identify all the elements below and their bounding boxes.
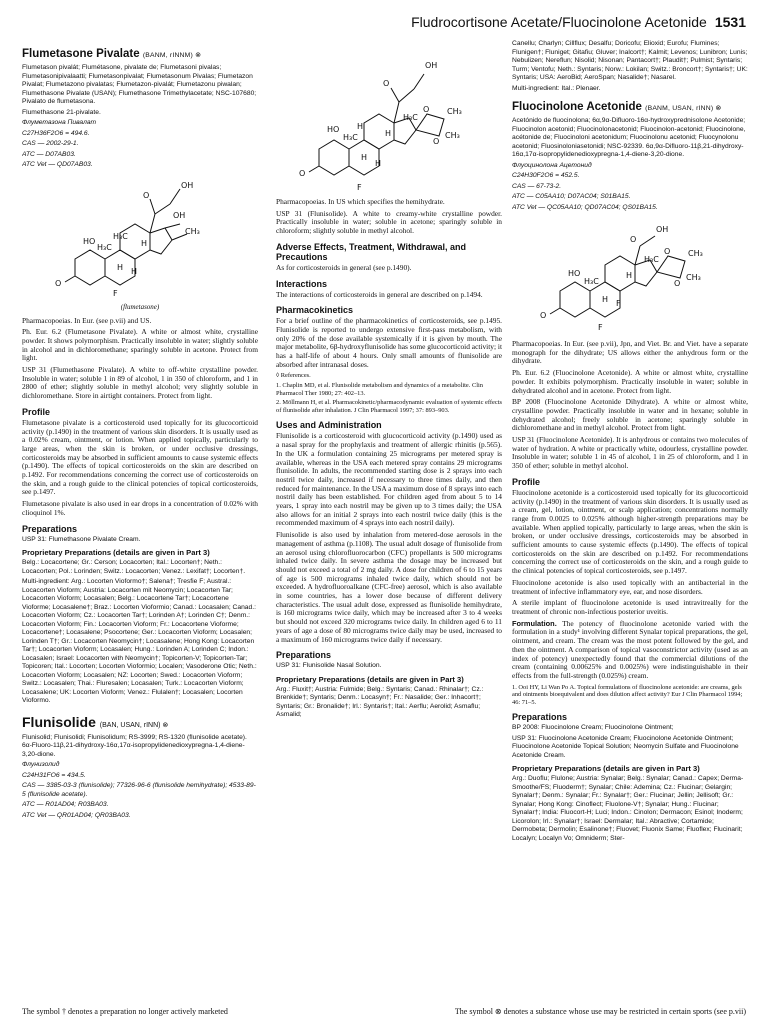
uses-text-2: Flunisolide is also used by inhalation from metered-dose aerosols in the management of asthma (p.1108). The usual adult dosage of flunisolide from an aerosol using chlorofluorocarbon (CFC) propellants is 500 micrograms inhaled twice daily. In severe asthma the dosage may be increased but should not exceed a total of 2 mg daily. A dose for children of 6 to 15 years of age is 500 micrograms inhaled twice daily, which should not be exceeded. A hydrofluoroalkane (CFC-free) aerosol, which is also available in some countries, has a lower dose because of different delivery characteristics. The usual adult dose, expressed as flunisolide hemihydrate, is 160 micrograms twice daily, which may be increased after 3 to 4 weeks but should not exceed 320 micrograms twice daily. In children aged 6 to 11 years of age a dose of 80 micrograms twice daily may be used, increased to a maximum of 160 micrograms twice daily if necessary.	[276, 530, 502, 644]
svg-text:H: H	[117, 262, 124, 272]
svg-text:HO: HO	[568, 269, 581, 278]
uses-text: Flunisolide is a corticosteroid with glucocorticoid activity (p.1490) used as a nasal spray for the prophylaxis and treatment of allergic rhinitis (p.565). In the UK a formulation containing 25 micrograms per metered spray is available, whereas in the USA each metered spray contains 29 micrograms flunisolide. In adults, the recommended starting dose is 2 sprays into each nostril twice daily, increased if necessary to three times daily, and then reduced for maintenance. In the USA a maximum dose of 8 sprays into each nostril daily has been established. For children aged from about 5 to 14 years, 1 spray into each nostril may be given up to 3 times daily; the USA also allows for an initial 2 sprays into each nostril twice daily (this is the recommended maximum of 4 sprays into each nostril daily).	[276, 431, 502, 528]
svg-text:H₃C: H₃C	[644, 255, 659, 264]
monograph-title-fluocinolone: Fluocinolone Acetonide (BANM, USAN, rINN) ⊗	[512, 101, 722, 113]
proprietary-heading: Proprietary Preparations (details are given in Part 3)	[22, 548, 210, 558]
ph-eur-fluocinolone: Ph. Eur. 6.2 (Fluocinolone Acetonide). A white or almost white, crystalline powder. It exhibits polymorphism. Practically insoluble in water; soluble in dehydrated alcohol and in acetone. Protect from light.	[512, 368, 748, 395]
usp-preparations: USP 31: Flumethasone Pivalate Cream.	[22, 535, 141, 543]
svg-text:F: F	[598, 323, 603, 332]
usp: USP 31 (Flumethasone Pivalate). A white to off-white crystalline powder. Insoluble in water; soluble 1 in 89 of alcohol, 1 in 350 of chloroform, and 1 in 2800 of ether; slightly soluble in methyl alcohol; very slightly soluble in dichloromethane. Store in airtight containers. Protect from light.	[22, 365, 258, 401]
svg-text:H₃C: H₃C	[97, 242, 112, 252]
adverse-text: As for corticosteroids in general (see p.1490).	[276, 262, 412, 272]
svg-text:CH₃: CH₃	[447, 107, 462, 116]
running-header	[411, 14, 746, 30]
usp-preparations-3: USP 31: Fluocinolone Acetonide Cream; Fluocinolone Acetonide Ointment; Fluocinolone Acetonide Topical Solution; Neomycin Sulfate and Fluocinolone Acetonide Cream.	[512, 734, 739, 759]
svg-text:F: F	[113, 288, 118, 298]
ph-eur: Ph. Eur. 6.2 (Flumetasone Pivalate). A white or almost white, crystalline powder. It shows polymorphism. Practically insoluble in water; slightly soluble in alcohol and in dichloromethane; sparingly soluble in acetone. Protect from light.	[22, 327, 258, 363]
profile-text-3: Fluocinolone acetonide is a corticosteroid used topically for its glucocorticoid activity (p.1490) in the treatment of various skin disorders. It is usually used as a cream, gel, lotion, ointment, or scalp application; concentrations normally range from 0.0025 to 0.025% although higher-strength preparations may be available. When applied topically, particularly to large areas, when the skin is broken, or under occlusive dressings, corticosteroids may be absorbed in sufficient amounts to cause systemic effects (p.1490). The effects of topical corticosteroids on the skin are described on p.1492. For recommendations concerning the correct use of corticosteroids on the skin, and a rough guide to the clinical potencies of topical corticosteroids, see p.1497.	[512, 487, 748, 576]
synonyms-flunisolide: Flunisolid; Flunisolidi; Flunisolidum; RS-3999; RS-1320 (flunisolide acetate). 6α-Fluoro-11β,21-dihydroxy-16α,17α-isopropylidenedioxypregna-1,4-diene-3,20-dione.	[22, 733, 247, 758]
bp-fluocinolone: BP 2008 (Fluocinolone Acetonide Dihydrate). A white or almost white, crystalline powder. Practically insoluble in water and in hexane; soluble in dehydrated alcohol; freely soluble in acetone; sparingly soluble in dichloromethane and in methyl alcohol. Protect from light.	[512, 397, 748, 433]
svg-text:H₃C: H₃C	[403, 113, 418, 122]
svg-text:O: O	[423, 105, 430, 114]
formulation-heading: Formulation.	[512, 618, 557, 628]
profile-text-2: Flumetasone pivalate is also used in ear drops in a concentration of 0.02% with clioquinol 1%.	[22, 499, 258, 517]
column-middle	[276, 40, 502, 994]
multi-ingredient-list: Multi-ingredient: Arg.: Locorten Vioformo†; Salena†; Tresfie F; Austral.: Locacorten Vioform; Austria: Locacorten mit Neomycin; Locacorten Tar; Locacorten Vioform; Locasalen; Belg.: Locacortene Tar†; Locacortene Vioforme; Locasalene†; Braz.: Locorten Vioformio; Canad.: Locasalen; Canad.: Locacorten Vioform; Cz.: Locacorten Tar†; Lorinden A†; Lorinden C†; Denm.: Locacorten Vioform; Fin.: Locacorten Vioform; Fr.: Locacortene Vioforme; Locacortene†; Locasalene; Psocortene; Ger.: Locacorten Vioform; Locasalen; Lorinden T†; Gr.: Locacorten Neomycin†; Locasalene; Hong Kong: Locacorten Tar†; Locacorten Vioform; Locasalen; Hung.: Lorinden A; Lorinden C; Indon.: Locasalen; Israel: Locacorten with Neomycin†; Topicorten-V; Topicorten-Tar; Topicoren; Ital.: Locorten; Locorten Vioformio; Localen; Vasoderone Otic; Neth.: Locacorten Vioform; Locasalen; NZ: Locorten; Swed.: Locacorten Vioform; Switz.: Locasalen; Thai.: Fluresalen; Locasalen; Turk.: Locacorten Vioform; Locasalene; UK: Locorten Vioform; Venez.: Flulalen†; Locasalen; Locorten Vioformo.	[22, 578, 257, 705]
bp-preparations-3: BP 2008: Fluocinolone Cream; Fluocinolone Ointment;	[512, 724, 674, 732]
atc-vet-flunisolide: ATC Vet — QR01AD04; QR03BA03.	[22, 811, 131, 819]
svg-text:O: O	[299, 169, 306, 178]
proprietary-heading-3: Proprietary Preparations (details are given in Part 3)	[512, 764, 700, 774]
svg-text:HO: HO	[83, 236, 96, 246]
formula: C27H36F2O6 = 494.6.	[22, 129, 90, 137]
usp-preparations-2: USP 31: Flunisolide Nasal Solution.	[276, 662, 382, 670]
russian-name-fluocinolone: Флуоцинолона Ацетонид	[512, 161, 592, 169]
references-heading: ◊ References.	[276, 372, 311, 380]
monograph-title-flumetasone: Flumetasone Pivalate (BANM, rINNM) ⊗	[22, 48, 201, 60]
chemical-name: Flumethasone 21-pivalate.	[22, 108, 101, 116]
reference-fluocinolone: 1. Ooi HY, Li Wan Po A. Topical formulations of fluocinolone acetonide: are creams, gels and ointments bioequivalent and does dilution affect activity? Eur J Clin Pharmacol 1994; 46: 71–5.	[512, 683, 743, 706]
synonyms: Flumetason pivalát; Flumétasone, pivalate de; Flumetasoni pivalas; Flumetasonipivalaatti; Flumetasonpivalat; Flumetasonum Pivalas; Flumetazon Pivalat; Flumetazono pivalatas; Flumetazon-pivalát; Flumetazonu piwalan; Flumethasone Pivalate (USAN); Flumethasone Trimethylacetate; NSC-107680; Pivalato de flumetasona.	[22, 64, 257, 105]
reference-1: 1. Chaplin MD, et al. Flunisolide metabolism and dynamics of a metabolite. Clin Pharmacol Ther 1980; 27: 402–13.	[276, 382, 483, 397]
section-heading-profile: Profile	[22, 406, 51, 417]
svg-text:F: F	[616, 299, 621, 308]
svg-text:CH₃: CH₃	[686, 273, 701, 282]
svg-text:O: O	[674, 279, 681, 288]
profile-text-3b: Fluocinolone acetonide is also used topically with an antibacterial in the treatment of infective inflammatory eye, ear, and nose disorders.	[512, 577, 748, 596]
pharmacokinetics-text: For a brief outline of the pharmacokinetics of corticosteroids, see p.1495. Flunisolide is reported to undergo extensive first-pass metabolism, with only 20% of the dose available systemically if it is given by mouth. The major metabolite, 6β-hydroxyflunisolide has some glucocorticoid activity; it has a half-life of about 4 hours. Only small amounts of flunisolide are absorbed after intranasal doses.	[276, 316, 502, 369]
svg-text:CH₃: CH₃	[688, 249, 703, 258]
pharmacopoeias: Pharmacopoeias. In Eur. (see p.vii) and US.	[22, 315, 152, 325]
structure-diagram-flumetasone	[55, 174, 225, 299]
cas-flunisolide: CAS — 3385-03-3 (flunisolide); 77326-96-6 (flunisolide hemihydrate); 4533-89-5 (flunisolide acetate).	[22, 782, 256, 798]
svg-text:O: O	[143, 190, 150, 200]
formulation-text: The potency of fluocinolone acetonide varied with the formulation in a study¹ involving different Synalar topical preparations, the gel, ointment, and cream. The cream was the most potent followed by the gel, and then the ointment. A comparison of topical vasoconstrictor activity (used as an index of potency) unexpectedly found that the commercial dilutions of the cream (containing 0.00625% and 0.0025%) were indistinguishable in their effects from the full-strength (0.025%) cream.	[512, 618, 748, 680]
atc-flunisolide: ATC — R01AD04; R03BA03.	[22, 801, 109, 809]
section-heading-preparations-2: Preparations	[276, 650, 332, 661]
pharmacopoeias-flunisolide: Pharmacopoeias. In US which specifies the hemihydrate.	[276, 197, 445, 206]
svg-text:O: O	[55, 278, 62, 288]
svg-text:HO: HO	[327, 125, 340, 134]
atc-vet-fluocinolone: ATC Vet — QC05AA10; QD07AC04; QS01BA15.	[512, 203, 658, 211]
footer-right-note: The symbol ⊗ denotes a substance whose use may be restricted in certain sports (see p.vii)	[454, 1007, 746, 1016]
svg-text:F: F	[357, 183, 362, 192]
column-right	[512, 40, 748, 994]
synonyms-fluocinolone: Acetónido de fluocinolona; 6α,9α-Difluoro-16α-hydroxyprednisolone Acetonide; Fluocinolon acetonid; Fluocinolonacetonid; Fluocinolon-acetonid; Fluocinolone, acétonide de; Fluocinoloni acetonidum; Fluocinolonu acetonid; Fluocynolonu acetonid; Fluosinoloniasetonidi; NSC-92339. 6α,9α-Difluoro-11β,21-dihydroxy-16α,17α-isopropylidenedioxypregna-1,4-diene-3,20-dione.	[512, 117, 746, 158]
svg-text:H: H	[357, 122, 364, 131]
svg-text:H: H	[602, 295, 609, 304]
proprietary-heading-2: Proprietary Preparations (details are given in Part 3)	[276, 674, 464, 684]
profile-text-3c: A sterile implant of fluocinolone acetonide is used intravitreally for the treatment of chronic non-infectious posterior uveitis.	[512, 598, 748, 616]
svg-text:O: O	[664, 247, 671, 256]
section-heading-profile-3: Profile	[512, 476, 541, 487]
svg-text:H: H	[131, 266, 138, 276]
cas-fluocinolone: CAS — 67-73-2.	[512, 182, 562, 190]
profile-text: Flumetasone pivalate is a corticosteroid used topically for its glucocorticoid activity (p.1490) in the treatment of various skin disorders. It is usually used as a 0.02% cream, ointment, or lotion. When applied topically, particularly to large areas, when the skin is broken, or under occlusive dressings, corticosteroids may be absorbed in sufficient amounts to cause systemic effects (p.1490). The effects of topical corticosteroids on the skin are described on p.1492. For recommendations concerning the correct use of corticosteroids on the skin, and a rough guide to the clinical potencies of topical corticosteroids, see p.1497.	[22, 417, 258, 497]
atc-code: ATC — D07AB03.	[22, 150, 76, 158]
proprietary-list-2: Arg.: Fluxit†; Austria: Fulmide; Belg.: Syntaris; Canad.: Rhinalar†; Cz.: Brenkide†; Syntaris; Denm.: Locasyn†; Fr.: Nasalide; Ger.: Inhacort†; Syntaris; Gr.: Bronalide†; Irl.: Syntaris†; Ital.: Aerflu; Aerolid; Asmaflu; Asmalid;	[276, 685, 484, 719]
svg-text:OH: OH	[173, 210, 186, 220]
formulation-paragraph	[512, 620, 748, 681]
svg-text:O: O	[540, 311, 547, 320]
proprietary-list-3: Arg.: Duoflu; Flulone; Austria: Synalar; Belg.: Synalar; Canad.: Capex; Derma-Smoothe/FS; Fluoderm†; Synalar; Chile: Ademina; Cz.: Flucinar; Gelargin; Synalar†; Denm.: Synalar; Fr.: Synalar†; Ger.: Flucinar; Jellin; Jellisoft; Gr.: Synalar; Hong Kong: Cinoflect; Fluolone-V†; Synalar; Hung.: Flucinar; Synalar†; India: Fluocort-H; Luci; Indon.: Cinolon; Dermacon; Esinol; Inoderm; Licorolon; Irl.: Synalar†; Israel: Dermalar; Ital.: Abractive; Cortamide; Dermobeta; Dermolin; Esalinone†; Fluovet; Fluonix Same; Fluoflex; Flucinarit; Localyn; Localyn Vo; Omniderm; Ster-	[512, 775, 744, 842]
svg-text:H: H	[141, 238, 148, 248]
svg-text:OH: OH	[425, 61, 438, 70]
reference-2: 2. Möllmann H, et al. Pharmacokinetic/pharmacodynamic evaluation of systemic effects of flunisolide after inhalation. J Clin Pharmacol 1997; 37: 893–903.	[276, 399, 502, 414]
usp-flunisolide: USP 31 (Flunisolide). A white to creamy-white crystalline powder. Practically insoluble in water; soluble in acetone; sparingly soluble in chloroform; slightly soluble in methyl alcohol.	[276, 208, 502, 236]
svg-text:CH₃: CH₃	[185, 226, 200, 236]
atc-vet-code: ATC Vet — QD07AB03.	[22, 161, 93, 168]
svg-text:O: O	[383, 79, 390, 88]
svg-text:H₃C: H₃C	[343, 133, 358, 142]
column-left	[22, 40, 258, 994]
section-heading-interactions: Interactions	[276, 278, 328, 289]
usp-fluocinolone: USP 31 (Fluocinolone Acetonide). It is anhydrous or contains two molecules of water of hydration. A white or practically white, odourless, crystalline powder. Insoluble in water; soluble 1 in 45 of alcohol, 1 in 25 of chloroform, and 1 in 350 of ether; soluble in methyl alcohol.	[512, 435, 748, 471]
footer-left-note: The symbol † denotes a preparation no longer actively marketed	[22, 1007, 228, 1016]
section-heading-adverse: Adverse Effects, Treatment, Withdrawal, and Precautions	[276, 241, 466, 262]
svg-text:OH: OH	[656, 225, 669, 234]
section-heading-pharmacokinetics: Pharmacokinetics	[276, 305, 354, 316]
svg-text:H: H	[375, 159, 382, 168]
interactions-text: The interactions of corticosteroids in general are described on p.1494.	[276, 289, 483, 299]
svg-text:OH: OH	[181, 180, 194, 190]
structure-caption: (flumetasone)	[120, 302, 160, 311]
svg-text:O: O	[630, 235, 637, 244]
section-heading-preparations-3: Preparations	[512, 712, 568, 723]
proprietary-continued: Canellu; Charlyn; Cillflux; Desalfu; Doricofu; Elioxid; Eurofu; Flumines; Flunigen†; Fluniget; Gitafiu; Gluver; Inalcort†; Kalmit; Levenos; Lunibron; Lunis; Nebulizen; Nereflun; Nisolid; Nisonan; Pantacort†; Plaudit†; Pulmist; Syntaris; Turm; Ventofu; Neth.: Syntaris; Norw.: Lokilan; Switz.: Broncort†; Syntaris†; UK: Syntaris; USA: AeroBid; AeroSpan; Nasalide†; Nasarel.	[512, 40, 748, 81]
section-heading-uses: Uses and Administration	[276, 420, 382, 431]
cas-number: CAS — 2002-29-1.	[22, 140, 79, 147]
atc-fluocinolone: ATC — C05AA10; D07AC04; S01BA15.	[512, 193, 631, 200]
svg-text:H₃C: H₃C	[113, 231, 128, 241]
pharmacopoeias-fluocinolone: Pharmacopoeias. In Eur. (see p.vii), Jpn, and Viet. Br. and Viet. have a separate monograph for the dihydrate; US allows either the anhydrous form or the dihydrate.	[512, 339, 748, 366]
svg-text:H₃C: H₃C	[584, 277, 599, 286]
proprietary-list: Belg.: Locacortene; Gr.: Cerson; Locacorten; Ital.: Locorten†; Neth.: Locacorten; Pol.: Lorinden; Switz.: Locacorten; Venez.: Lexifat†; Locorten†.	[22, 559, 246, 575]
monograph-title-flunisolide: Flunisolide (BAN, USAN, rINN) ⊗	[22, 713, 169, 730]
russian-name: Флуметазона Пивалат	[22, 119, 97, 126]
structure-diagram-fluocinolone	[540, 216, 720, 336]
svg-text:CH₃: CH₃	[445, 131, 460, 140]
header-title: Fludrocortisone Acetate/Fluocinolone Acetonide	[411, 14, 707, 30]
multi-ingredient-flunisolide: Multi-ingredient: Ital.: Plenaer.	[512, 84, 601, 92]
page-number: 1531	[714, 14, 746, 30]
structure-diagram-flunisolide	[299, 44, 479, 194]
svg-text:H: H	[385, 129, 392, 138]
svg-text:H: H	[361, 153, 368, 162]
russian-name-flunisolide: Флунизолид	[22, 761, 60, 769]
section-heading-preparations: Preparations	[22, 523, 78, 534]
formula-flunisolide: C24H31FO6 = 434.5.	[22, 771, 86, 779]
svg-text:O: O	[433, 137, 440, 146]
formula-fluocinolone: C24H30F2O6 = 452.5.	[512, 172, 580, 179]
svg-text:H: H	[626, 271, 633, 280]
